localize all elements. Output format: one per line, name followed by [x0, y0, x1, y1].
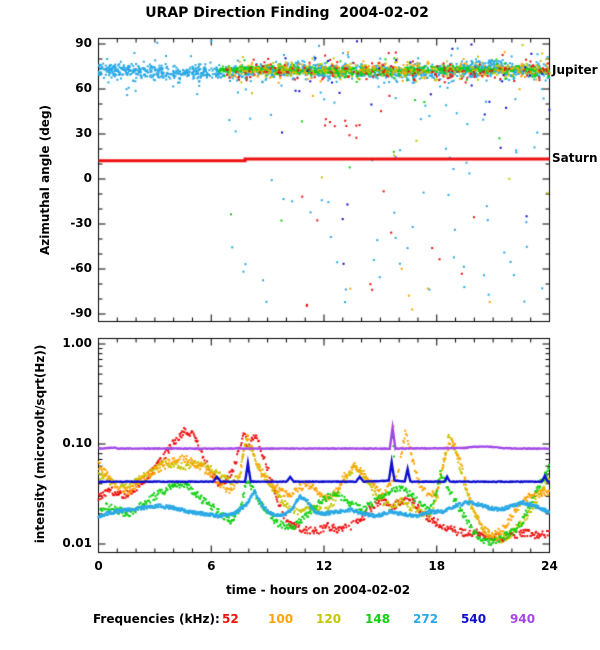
page-title: URAP Direction Finding 2004-02-02: [145, 5, 429, 21]
x-tick-label: 6: [207, 559, 216, 573]
saturn-annotation: Saturn: [552, 151, 598, 165]
intensity-y-tick-label: 1.00: [62, 336, 92, 350]
x-tick-label: 12: [315, 559, 333, 573]
legend-item-52: 52: [222, 612, 239, 626]
azimuth-y-tick-label: 60: [75, 81, 92, 95]
x-axis-label: time - hours on 2004-02-02: [225, 583, 411, 597]
azimuth-y-tick-label: -90: [70, 306, 92, 320]
legend-item-540: 540: [461, 612, 487, 626]
x-tick-label: 0: [94, 559, 103, 573]
legend-item-100: 100: [268, 612, 294, 626]
legend-item-272: 272: [413, 612, 439, 626]
azimuth-y-tick-label: 30: [75, 126, 92, 140]
legend-item-940: 940: [510, 612, 536, 626]
intensity-y-tick-label: 0.10: [62, 436, 92, 450]
azimuth-y-tick-label: 0: [83, 171, 92, 185]
intensity-y-tick-label: 0.01: [62, 536, 92, 550]
intensity-y-axis-label: intensity (microvolt/sqrt(Hz)): [33, 344, 47, 544]
x-tick-label: 18: [428, 559, 446, 573]
legend-item-148: 148: [365, 612, 391, 626]
legend-item-120: 120: [316, 612, 342, 626]
azimuth-y-tick-label: -60: [70, 261, 92, 275]
legend-title: Frequencies (kHz):: [93, 612, 220, 626]
jupiter-annotation: Jupiter: [552, 63, 598, 77]
azimuth-y-tick-label: 90: [75, 36, 92, 50]
azimuth-y-axis-label: Azimuthal angle (deg): [38, 104, 52, 256]
x-tick-label: 24: [541, 559, 558, 573]
azimuth-y-tick-label: -30: [70, 216, 92, 230]
